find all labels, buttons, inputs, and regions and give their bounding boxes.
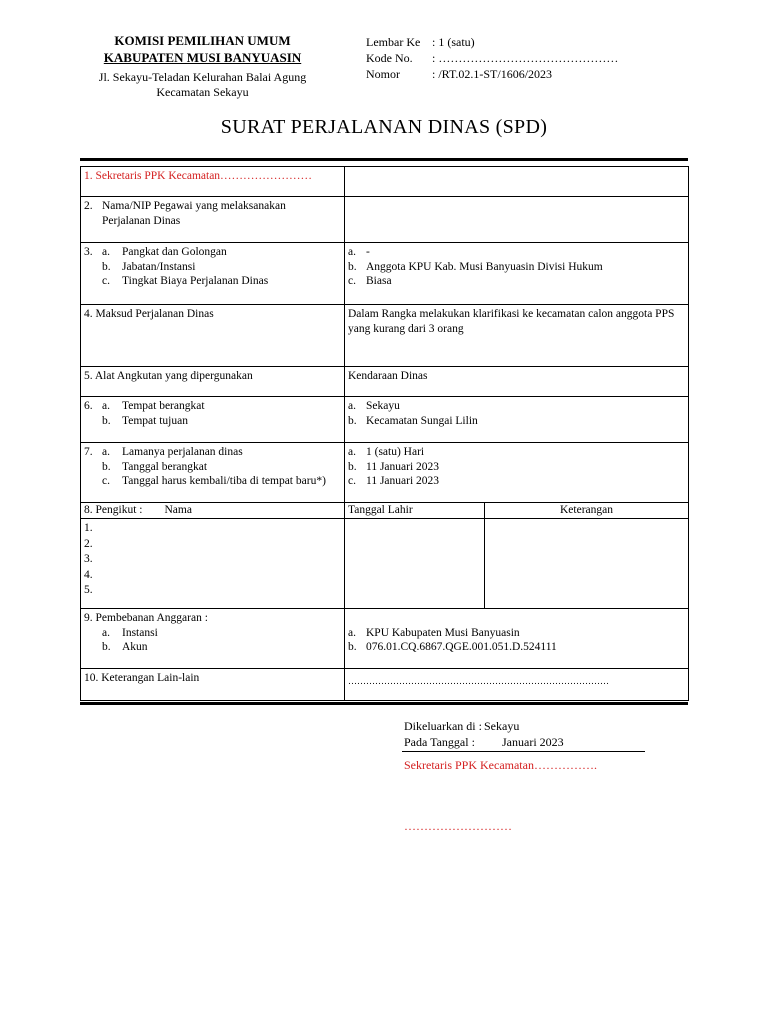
- row-2-label: 2. Nama/NIP Pegawai yang melaksanakan Perjalanan Dinas: [81, 197, 345, 243]
- table-row: [81, 503, 689, 519]
- document-meta: [366, 34, 618, 82]
- row-9-label: 9. Pembebanan Anggaran : a. Instansi b. Akun: [81, 609, 345, 669]
- row-8-note: [485, 519, 689, 609]
- meta-value: : 1 (satu): [432, 35, 475, 49]
- table-row: [81, 519, 689, 609]
- address-line-1: Jl. Sekayu-Teladan Kelurahan Balai Agung: [98, 70, 307, 84]
- row-4-label: 4. Maksud Perjalanan Dinas: [81, 305, 345, 367]
- col-note-header: Keterangan: [485, 503, 689, 519]
- table-row: [81, 367, 689, 397]
- row-7-label: 7. a. Lamanya perjalanan dinas b. Tanggal berangkat c. Tanggal harus kembali/tiba di tempat baru*): [81, 443, 345, 503]
- row-7-value: a. 1 (satu) Hari b. 11 Januari 2023 c. 11 Januari 2023: [345, 443, 689, 503]
- row-6-value: a. Sekayu b. Kecamatan Sungai Lilin: [345, 397, 689, 443]
- signature-placeholder: ………………………: [404, 819, 512, 833]
- signatory-title: Sekretaris PPK Kecamatan…………….: [404, 758, 597, 772]
- table-row: [81, 609, 689, 669]
- row-5-value: Kendaraan Dinas: [345, 367, 689, 397]
- org-region: KABUPATEN MUSI BANYUASIN: [103, 50, 302, 65]
- col-name-header: Nama: [164, 504, 192, 516]
- row-5-label: 5. Alat Angkutan yang dipergunakan: [81, 367, 345, 397]
- issuance-block: [404, 718, 564, 750]
- row-8-numbers: 1. 2. 3. 4. 5.: [81, 519, 345, 609]
- col-dob-header: Tanggal Lahir: [345, 503, 485, 519]
- address-line-2: Kecamatan Sekayu: [156, 85, 249, 99]
- issued-label: Dikeluarkan di :: [404, 719, 482, 733]
- row-3-value: a. - b. Anggota KPU Kab. Musi Banyuasin Divisi Hukum c. Biasa: [345, 243, 689, 305]
- row-8-dob: [345, 519, 485, 609]
- row-1-value: [345, 167, 689, 197]
- date-value: Januari 2023: [502, 735, 564, 749]
- date-label: Pada Tanggal :: [404, 735, 475, 749]
- row-3-label: 3. a. Pangkat dan Golongan b. Jabatan/Instansi c. Tingkat Biaya Perjalanan Dinas: [81, 243, 345, 305]
- table-row: [81, 243, 689, 305]
- row-8-header-label: 8. Pengikut : Nama: [81, 503, 345, 519]
- row-10-label: 10. Keterangan Lain-lain: [81, 669, 345, 701]
- table-row: [81, 167, 689, 197]
- row-6-label: 6. a. Tempat berangkat b. Tempat tujuan: [81, 397, 345, 443]
- table-row: [81, 305, 689, 367]
- meta-value: : /RT.02.1-ST/1606/2023: [432, 67, 553, 81]
- meta-label: Nomor: [366, 67, 400, 81]
- meta-label: Lembar Ke: [366, 35, 421, 49]
- table-row: [81, 397, 689, 443]
- meta-label: Kode No.: [366, 51, 413, 65]
- meta-value: : ………………………………………: [432, 51, 619, 65]
- row-1-label: 1. Sekretaris PPK Kecamatan……………………: [81, 167, 345, 197]
- top-rule: [80, 158, 688, 161]
- row-9-value: a. KPU Kabupaten Musi Banyuasin b. 076.01.CQ.6867.QGE.001.051.D.524111: [345, 609, 689, 669]
- row-2-value: [345, 197, 689, 243]
- bottom-rule: [80, 702, 688, 705]
- table-row: [81, 443, 689, 503]
- document-title: SURAT PERJALANAN DINAS (SPD): [220, 116, 548, 138]
- spd-table: [80, 166, 689, 701]
- letterhead: [80, 33, 325, 100]
- org-name: KOMISI PEMILIHAN UMUM: [114, 33, 291, 48]
- table-row: [81, 197, 689, 243]
- table-row: [81, 669, 689, 701]
- row-4-value: Dalam Rangka melakukan klarifikasi ke kecamatan calon anggota PPS yang kurang dari 3 orang: [345, 305, 689, 367]
- issued-value: Sekayu: [484, 719, 520, 733]
- row-10-value: ……………………………………………………………………………: [345, 669, 689, 701]
- footer-rule: [402, 751, 645, 752]
